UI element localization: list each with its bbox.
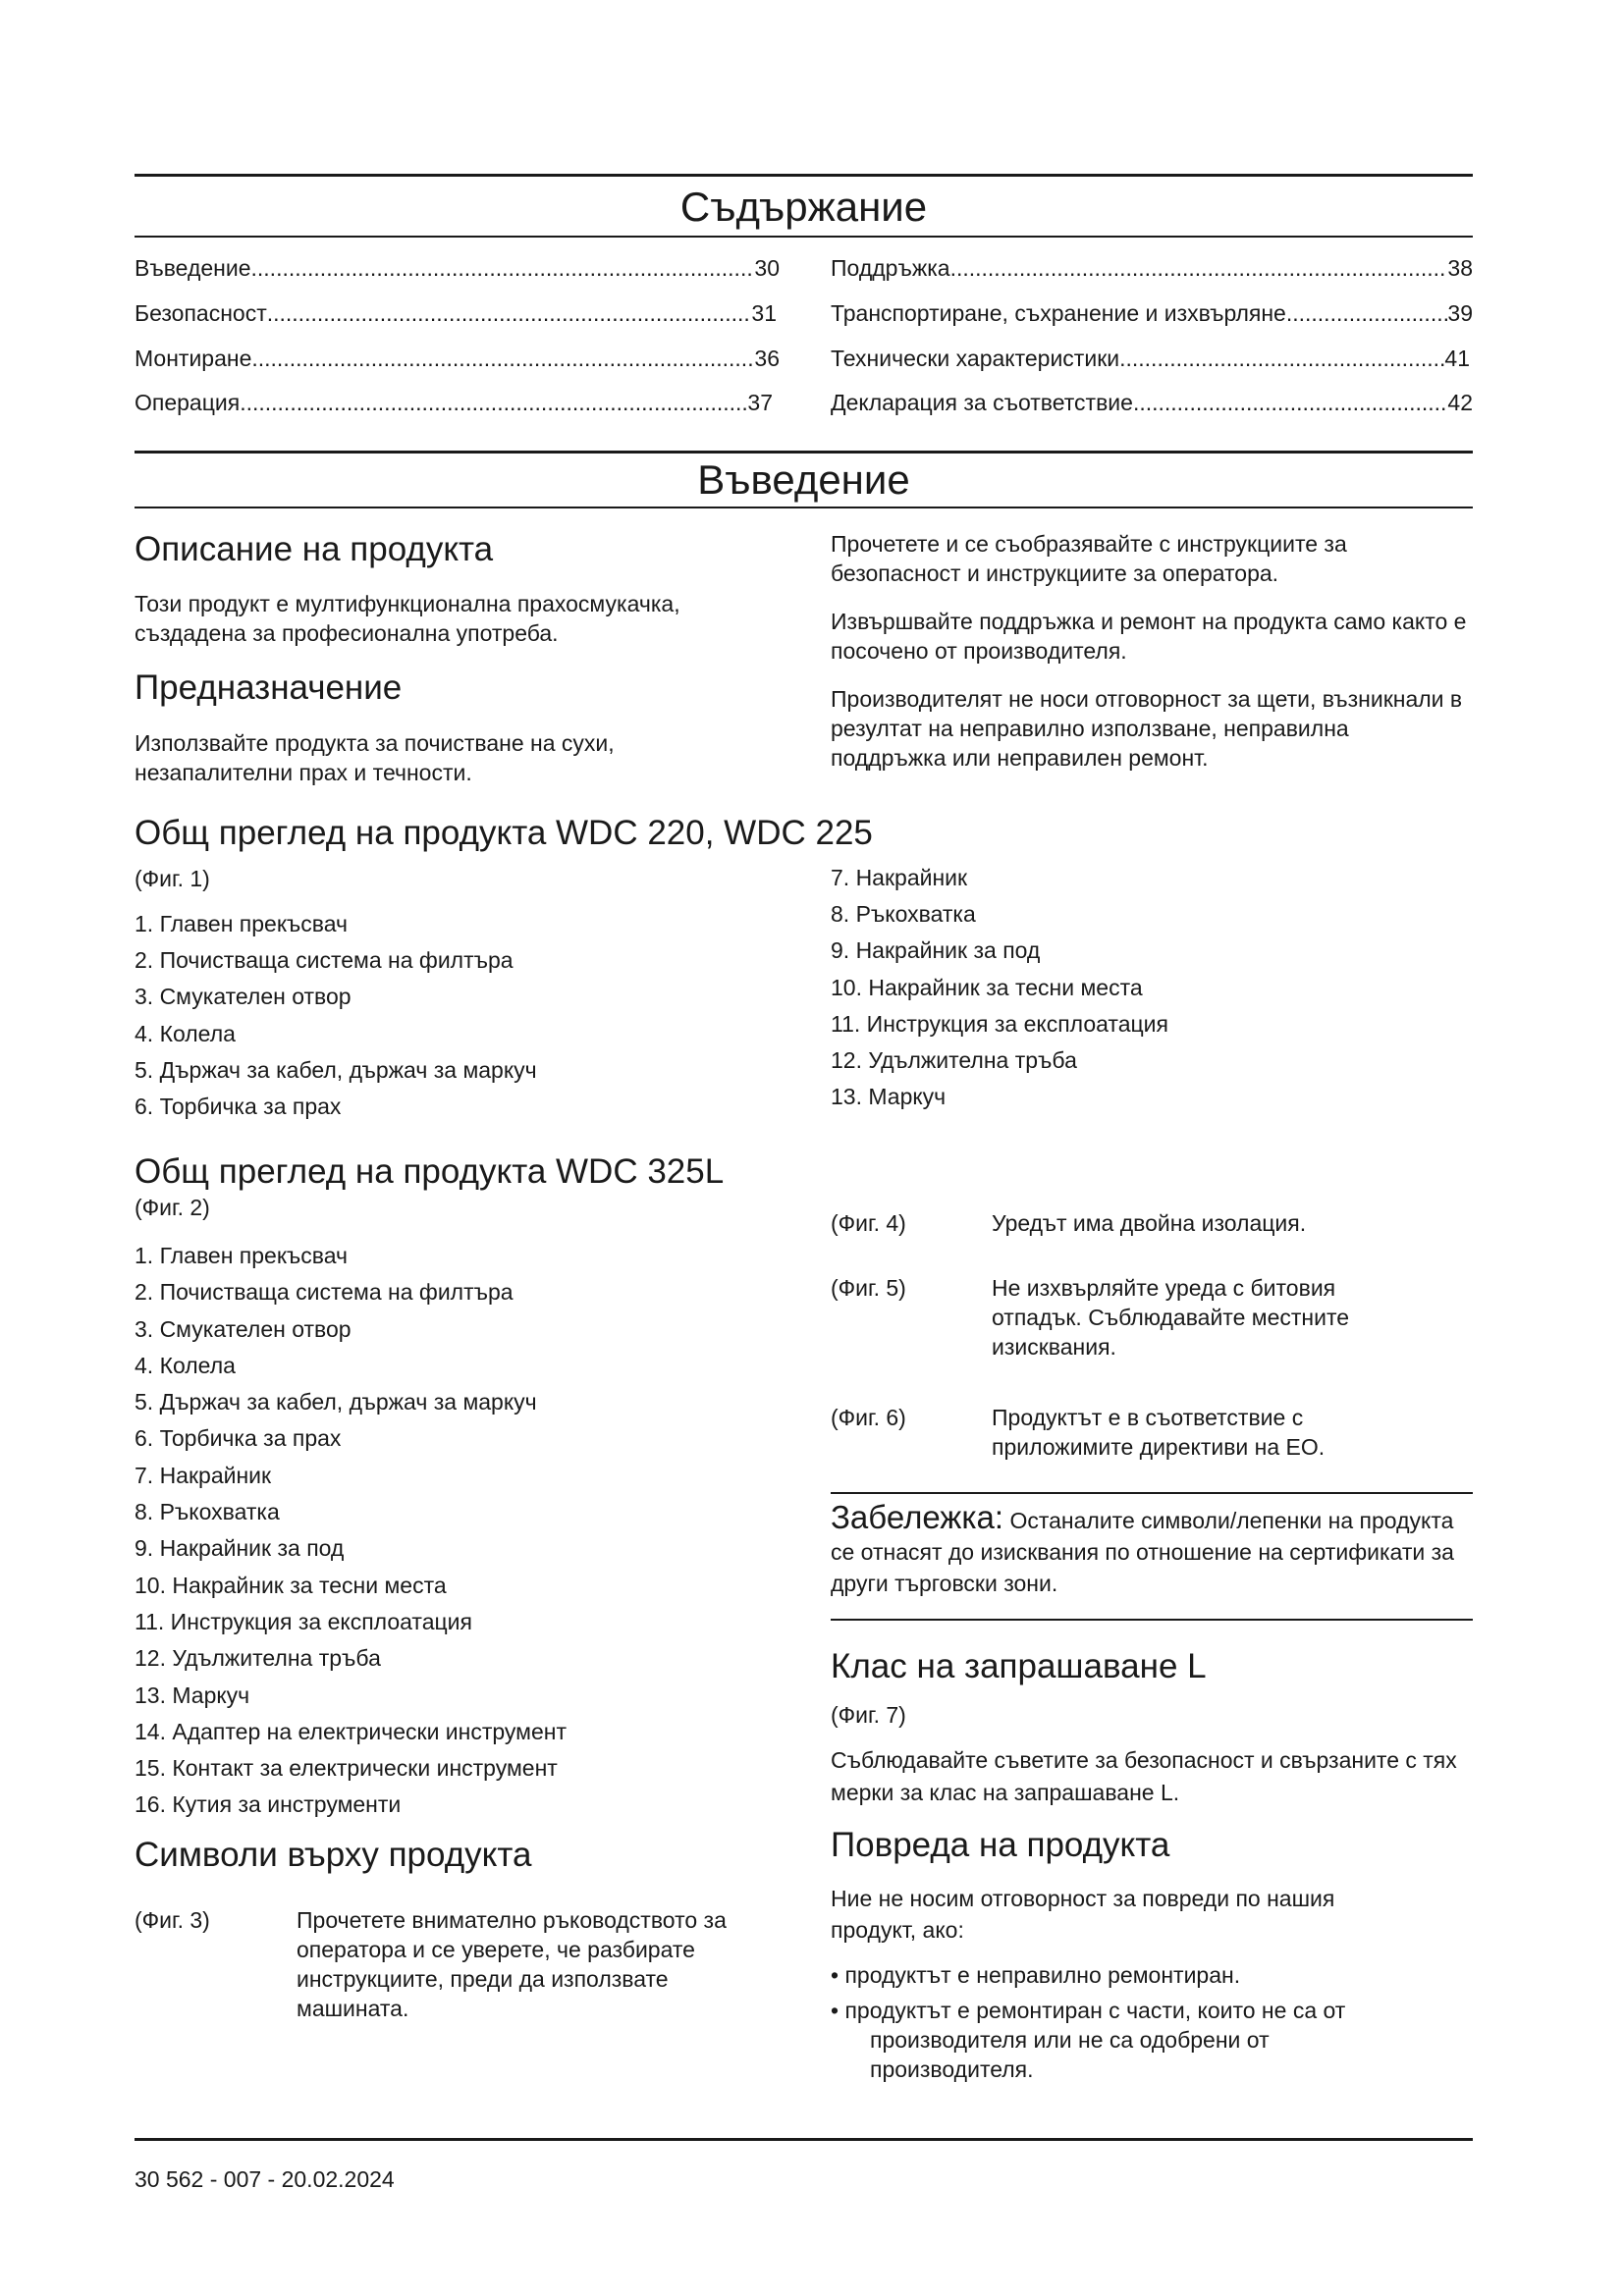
toc-entry-label: Декларация за съответствие (831, 390, 1133, 415)
toc-entry-page: 42 (1447, 390, 1473, 415)
bullet-text: продуктът е неправилно ремонтиран. (844, 1962, 1241, 1988)
list-item: 8. Ръкохватка (831, 901, 976, 928)
toc-title-rule (135, 236, 1473, 238)
toc-entry-page: 37 (747, 390, 773, 415)
note-box (831, 1499, 1473, 1599)
bullet-text: продуктът е ремонтиран с части, които не са от производителя или не са одобрени от производителя. (844, 1998, 1346, 2082)
bullet-item (831, 1960, 1459, 1990)
list-item: 16. Кутия за инструменти (135, 1791, 402, 1818)
list-item: 2. Почистваща система на филтъра (135, 1279, 514, 1306)
note-label: Забележка: (831, 1499, 1004, 1535)
footer-rule (135, 2138, 1473, 2141)
toc-entry-page: 41 (1444, 346, 1470, 371)
list-item: 10. Накрайник за тесни места (831, 974, 1143, 1000)
toc-entry[interactable] (135, 299, 777, 327)
list-item: 3. Смукателен отвор (135, 1315, 352, 1342)
toc-leader (251, 254, 755, 282)
toc-entry-label: Въведение (135, 255, 251, 281)
list-item: 13. Маркуч (135, 1682, 250, 1708)
safety-instructions-text: Прочетете и се съобразявайте с инструкциите за безопасност и инструкциите за оператора. (831, 531, 1347, 586)
toc-entry-label: Транспортиране, съхранение и изхвърляне (831, 300, 1286, 326)
toc-entry-page: 36 (754, 346, 780, 371)
list-item: 1. Главен прекъсвач (135, 911, 348, 936)
list-item: 1. Главен прекъсвач (135, 1243, 348, 1268)
list-item: 5. Държач за кабел, държач за маркуч (135, 1056, 537, 1083)
figure-reference: (Фиг. 6) (831, 1405, 906, 1430)
symbols-heading: Символи върху продукта (135, 1836, 532, 1874)
figure-reference: (Фиг. 7) (831, 1702, 906, 1728)
toc-entry[interactable] (135, 389, 773, 416)
toc-entry[interactable] (831, 345, 1470, 372)
list-item: 9. Накрайник за под (831, 937, 1041, 964)
toc-leader (1133, 389, 1447, 416)
overview-wdc325l-heading: Общ преглед на продукта WDC 325L (135, 1152, 725, 1191)
toc-entry-page: 39 (1447, 300, 1473, 326)
toc-entry-label: Безопасност (135, 300, 267, 326)
toc-entry-page: 38 (1447, 255, 1473, 281)
toc-entry[interactable] (831, 299, 1473, 327)
list-item: 7. Накрайник (831, 865, 968, 890)
product-description-text: Този продукт е мултифункционална прахосмукачка, създадена за професионална употреба. (135, 591, 680, 646)
overview-wdc220-list-right (831, 864, 1168, 1119)
section-top-rule (135, 451, 1473, 454)
toc-entry[interactable] (135, 254, 780, 282)
maintenance-text: Извършвайте поддръжка и ремонт на продукта само както е посочено от производителя. (831, 609, 1467, 664)
figure-reference: (Фиг. 2) (135, 1195, 210, 1220)
list-item: 6. Торбичка за прах (135, 1093, 342, 1119)
toc-leader (950, 254, 1448, 282)
list-item: 4. Колела (135, 1020, 236, 1046)
list-item: 2. Почистваща система на филтъра (135, 947, 514, 974)
toc-leader (1286, 299, 1448, 327)
toc-title: Съдържание (679, 184, 928, 230)
product-damage-heading: Повреда на продукта (831, 1826, 1170, 1864)
list-item: 9. Накрайник за под (135, 1535, 345, 1562)
toc-leader (240, 389, 747, 416)
list-item: 11. Инструкция за експлоатация (831, 1010, 1168, 1037)
figure-reference: (Фиг. 3) (135, 1907, 210, 1933)
fig5-description: Не изхвърляйте уреда с битовия отпадък. Съблюдавайте местните изисквания. (992, 1275, 1350, 1360)
list-item: 11. Инструкция за експлоатация (135, 1608, 472, 1634)
section-title: Въведение (697, 456, 910, 503)
toc-entry-page: 31 (751, 300, 777, 326)
toc-top-rule (135, 174, 1473, 177)
toc-entry[interactable] (135, 345, 780, 372)
figure-reference: (Фиг. 4) (831, 1210, 906, 1236)
product-description-heading: Описание на продукта (135, 530, 494, 568)
list-item: 12. Удължителна тръба (135, 1645, 381, 1672)
list-item: 13. Маркуч (831, 1084, 947, 1110)
toc-leader (251, 345, 754, 372)
toc-entry-label: Монтиране (135, 346, 252, 371)
overview-wdc220-heading: Общ преглед на продукта WDC 220, WDC 225 (135, 814, 873, 852)
section-title-rule (135, 507, 1473, 508)
toc-leader (1119, 345, 1444, 372)
note-top-rule (831, 1492, 1473, 1494)
bullet-icon: • (831, 1998, 845, 2023)
list-item: 3. Смукателен отвор (135, 984, 352, 1010)
list-item: 14. Адаптер на електрически инструмент (135, 1718, 568, 1744)
overview-wdc220-list-left (135, 910, 537, 1129)
toc-entry-label: Технически характеристики (831, 346, 1120, 371)
figure-reference: (Фиг. 5) (831, 1275, 906, 1301)
list-item: 12. Удължителна тръба (831, 1046, 1077, 1073)
fig4-description: Уредът има двойна изолация. (992, 1210, 1307, 1236)
bullet-item (831, 1996, 1420, 2084)
toc-entry[interactable] (831, 254, 1473, 282)
list-item: 5. Държач за кабел, държач за маркуч (135, 1389, 537, 1415)
toc-entry-page: 30 (754, 255, 780, 281)
list-item: 7. Накрайник (135, 1462, 272, 1488)
figure-reference: (Фиг. 1) (135, 866, 210, 891)
dust-class-heading: Клас на запрашаване L (831, 1647, 1207, 1685)
toc-entry-label: Поддръжка (831, 255, 950, 281)
dust-class-text: Съблюдавайте съветите за безопасност и свързаните с тях мерки за клас на запрашаване L. (831, 1747, 1457, 1805)
purpose-heading: Предназначение (135, 668, 403, 707)
toc-entry[interactable] (831, 389, 1473, 416)
footer-doc-id: 30 562 - 007 - 20.02.2024 (135, 2166, 395, 2192)
overview-wdc325l-list (135, 1242, 567, 1828)
toc-leader (267, 299, 752, 327)
product-damage-text: Ние не носим отговорност за повреди по нашия продукт, ако: (831, 1886, 1335, 1943)
bullet-icon: • (831, 1962, 845, 1988)
list-item: 10. Накрайник за тесни места (135, 1572, 447, 1598)
fig6-description: Продуктът е в съответствие с приложимите директиви на ЕО. (992, 1405, 1326, 1460)
list-item: 15. Контакт за електрически инструмент (135, 1755, 558, 1782)
toc-entry-label: Операция (135, 390, 241, 415)
purpose-text: Използвайте продукта за почистване на сухи, незапалителни прах и течности. (135, 730, 615, 785)
list-item: 8. Ръкохватка (135, 1499, 280, 1525)
list-item: 6. Торбичка за прах (135, 1425, 342, 1452)
list-item: 4. Колела (135, 1352, 236, 1378)
note-text: Останалите символи/лепенки на продукта се отнасят до изисквания по отношение на сертификати за други търговски зони. (831, 1508, 1454, 1596)
fig3-description: Прочетете внимателно ръководството за оператора и се уверете, че разбирате инструкциите, преди да използвате машината. (297, 1907, 727, 2021)
liability-text: Производителят не носи отговорност за щети, възникнали в резултат на неправилно използване, неправилна поддръжка или неправилен ремонт. (831, 686, 1463, 771)
note-bottom-rule (831, 1619, 1473, 1621)
